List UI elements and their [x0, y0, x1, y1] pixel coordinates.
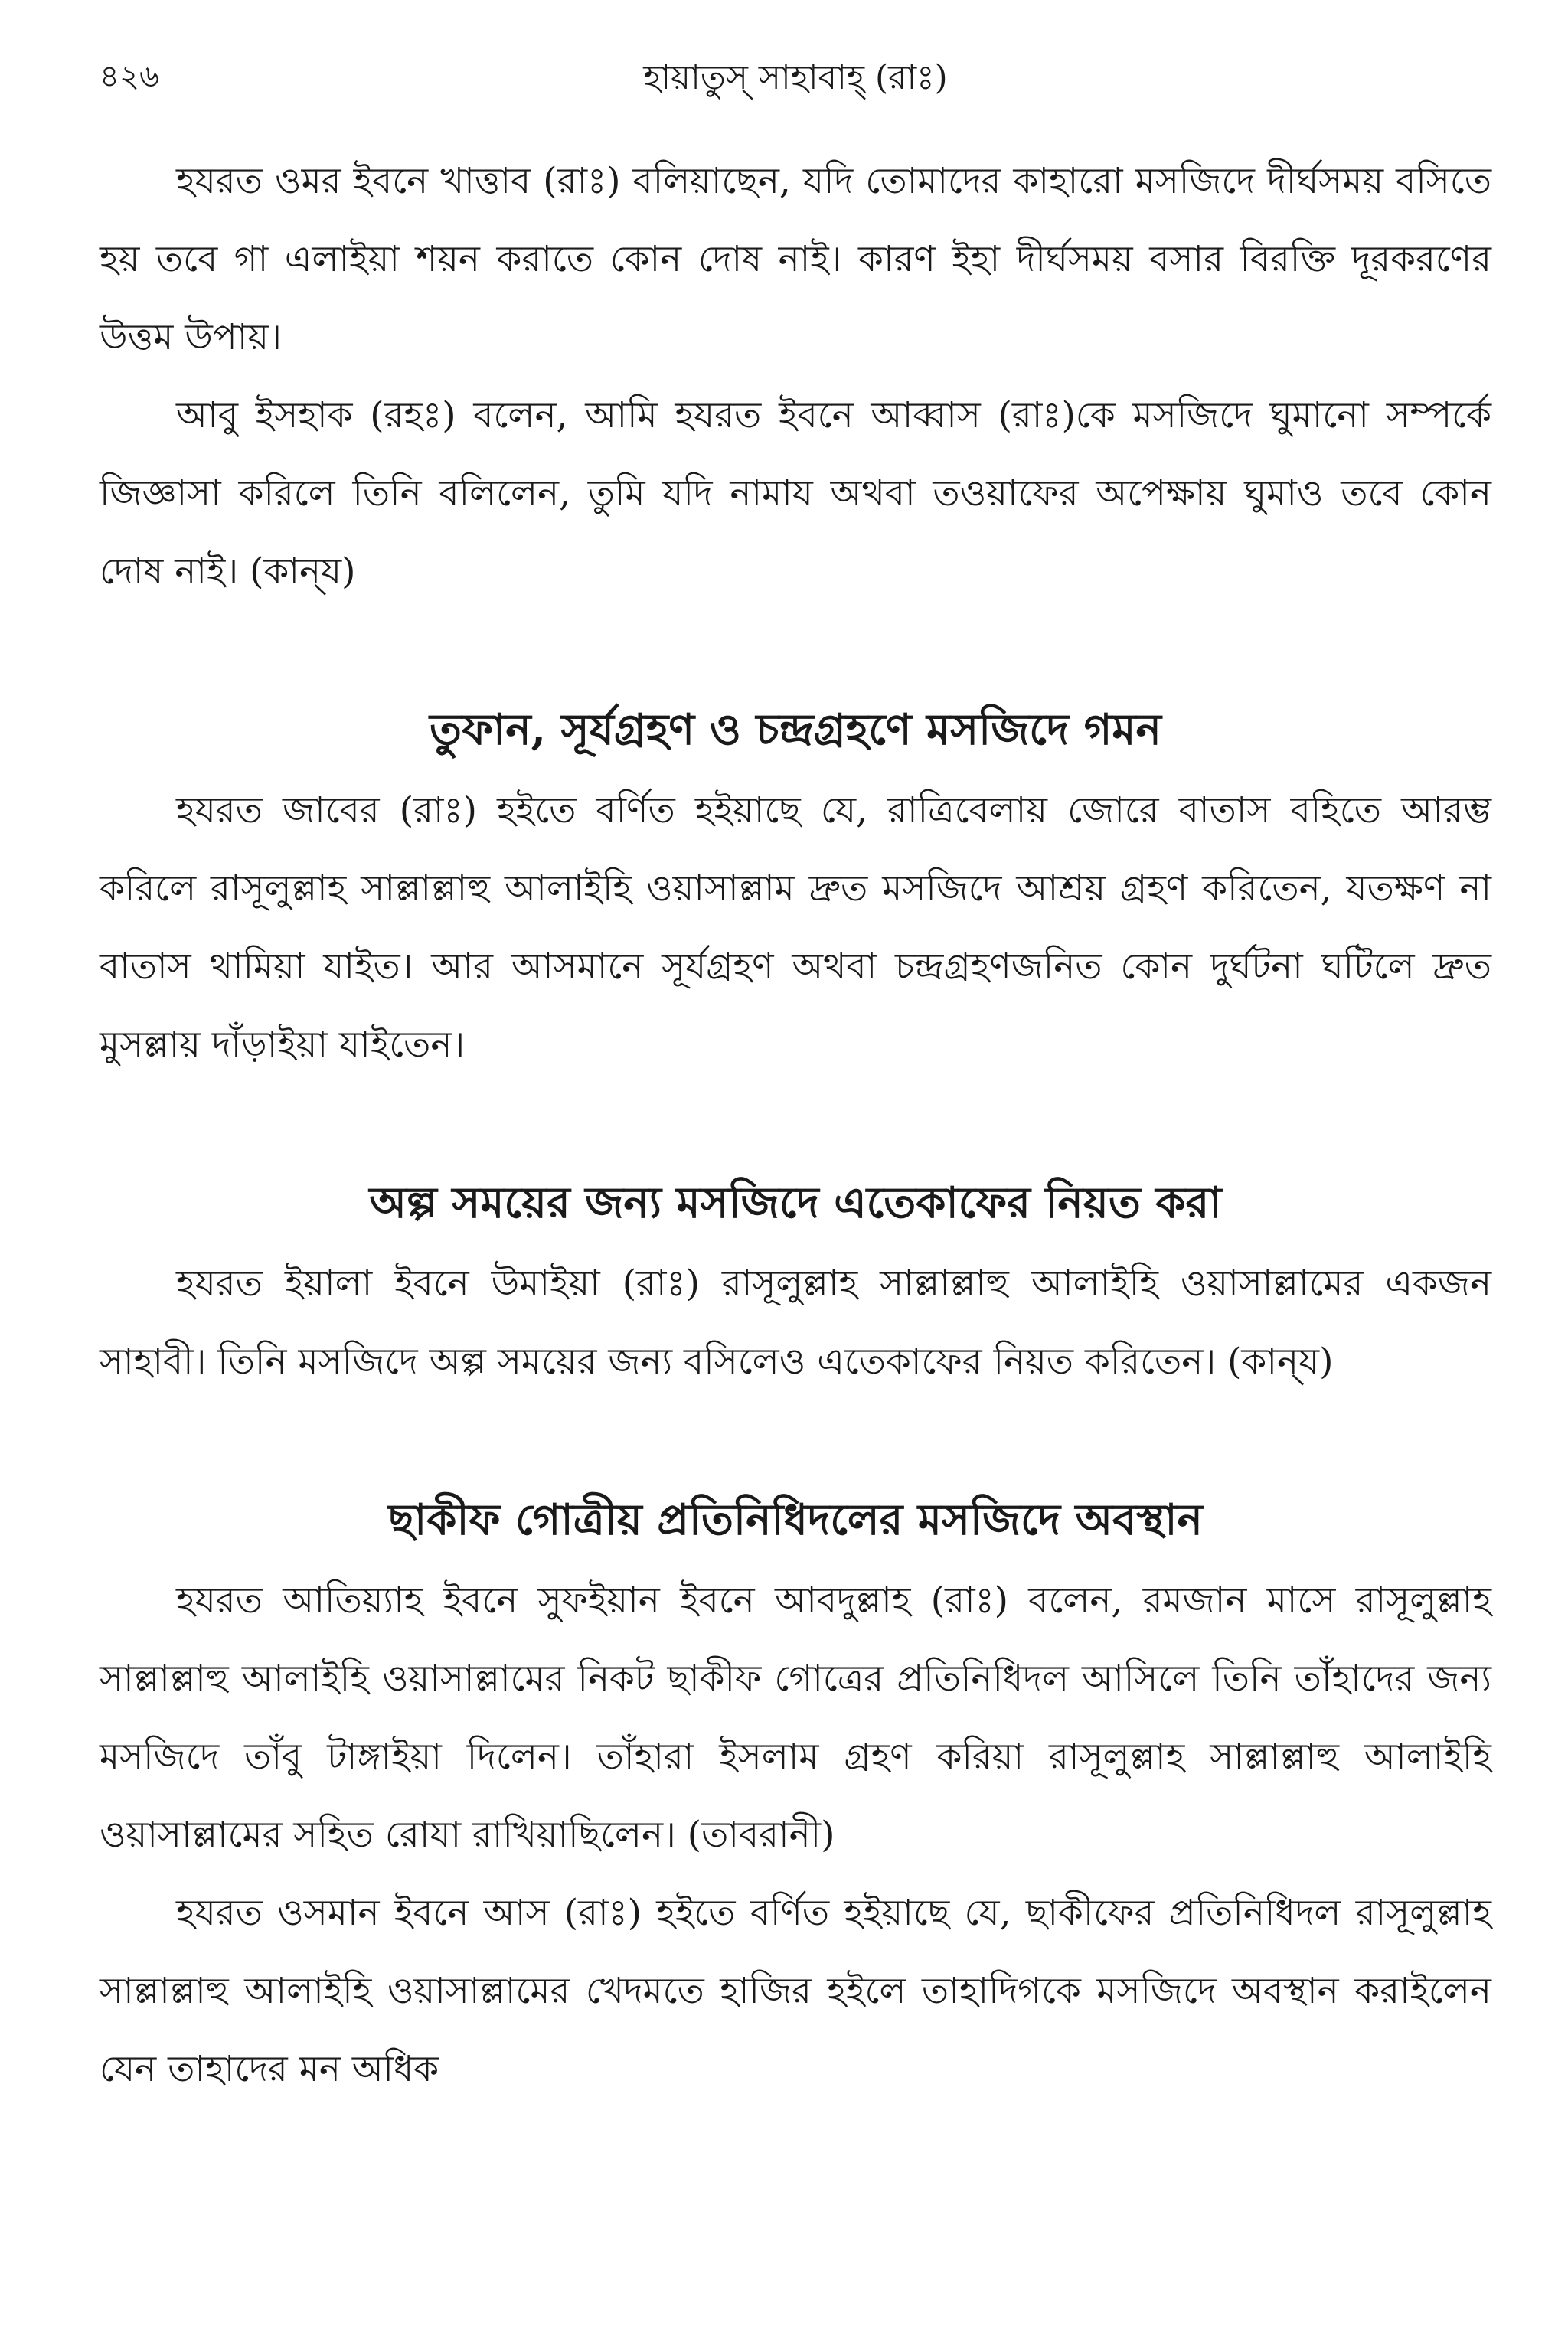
page-header — [100, 46, 1491, 122]
section-3-paragraph-1: হযরত আতিয়্যাহ ইবনে সুফইয়ান ইবনে আবদুল্লাহ (রাঃ) বলেন, রমজান মাসে রাসূলুল্লাহ সাল্লাল্লাহু আলাইহি ওয়াসাল্লামের নিকট ছাকীফ গোত্রের প্রতিনিধিদল আসিলে তিনি তাঁহাদের জন্য মসজিদে তাঁবু টাঙ্গাইয়া দিলেন। তাঁহারা ইসলাম গ্রহণ করিয়া রাসূলুল্লাহ সাল্লাল্লাহু আলাইহি ওয়াসাল্লামের সহিত রোযা রাখিয়াছিলেন। (তাবরানী) — [100, 1579, 1491, 1856]
section-heading-1: তুফান, সূর্যগ্রহণ ও চন্দ্রগ্রহণে মসজিদে গমন — [430, 704, 1161, 755]
section-2-paragraph: হযরত ইয়ালা ইবনে উমাইয়া (রাঃ) রাসূলুল্লাহ সাল্লাল্লাহু আলাইহি ওয়াসাল্লামের একজন সাহাবী। তিনি মসজিদে অল্প সময়ের জন্য বসিলেও এতেকাফের নিয়ত করিতেন। (কান্‌য) — [100, 1263, 1491, 1383]
intro-paragraph-1: হযরত ওমর ইবনে খাত্তাব (রাঃ) বলিয়াছেন, যদি তোমাদের কাহারো মসজিদে দীর্ঘসময় বসিতে হয় তবে গা এলাইয়া শয়ন করাতে কোন দোষ নাই। কারণ ইহা দীর্ঘসময় বসার বিরক্তি দূরকরণের উত্তম উপায়। — [100, 160, 1491, 358]
page-number: ৪২৬ — [100, 59, 159, 94]
section-heading-2: অল্প সময়ের জন্য মসজিদে এতেকাফের নিয়ত করা — [369, 1178, 1222, 1228]
section-1-paragraph: হযরত জাবের (রাঃ) হইতে বর্ণিত হইয়াছে যে, রাত্রিবেলায় জোরে বাতাস বহিতে আরম্ভ করিলে রাসূলুল্লাহ সাল্লাল্লাহু আলাইহি ওয়াসাল্লাম দ্রুত মসজিদে আশ্রয় গ্রহণ করিতেন, যতক্ষণ না বাতাস থামিয়া যাইত। আর আসমানে সূর্যগ্রহণ অথবা চন্দ্রগ্রহণজনিত কোন দুর্ঘটনা ঘটিলে দ্রুত মুসল্লায় দাঁড়াইয়া যাইতেন। — [100, 789, 1491, 1066]
section-heading-3: ছাকীফ গোত্রীয় প্রতিনিধিদলের মসজিদে অবস্থান — [388, 1494, 1203, 1545]
intro-paragraph-2: আবু ইসহাক (রহঃ) বলেন, আমি হযরত ইবনে আব্বাস (রাঃ)কে মসজিদে ঘুমানো সম্পর্কে জিজ্ঞাসা করিলে তিনি বলিলেন, তুমি যদি নামায অথবা তওয়াফের অপেক্ষায় ঘুমাও তবে কোন দোষ নাই। (কান্‌য) — [100, 394, 1491, 593]
section-3-paragraph-2: হযরত ওসমান ইবনে আস (রাঃ) হইতে বর্ণিত হইয়াছে যে, ছাকীফের প্রতিনিধিদল রাসূলুল্লাহ সাল্লাল্লাহু আলাইহি ওয়াসাল্লামের খেদমতে হাজির হইলে তাহাদিগকে মসজিদে অবস্থান করাইলেন যেন তাহাদের মন অধিক — [100, 1892, 1491, 2090]
running-title: হায়াতুস্ সাহাবাহ্ (রাঃ) — [643, 58, 948, 97]
